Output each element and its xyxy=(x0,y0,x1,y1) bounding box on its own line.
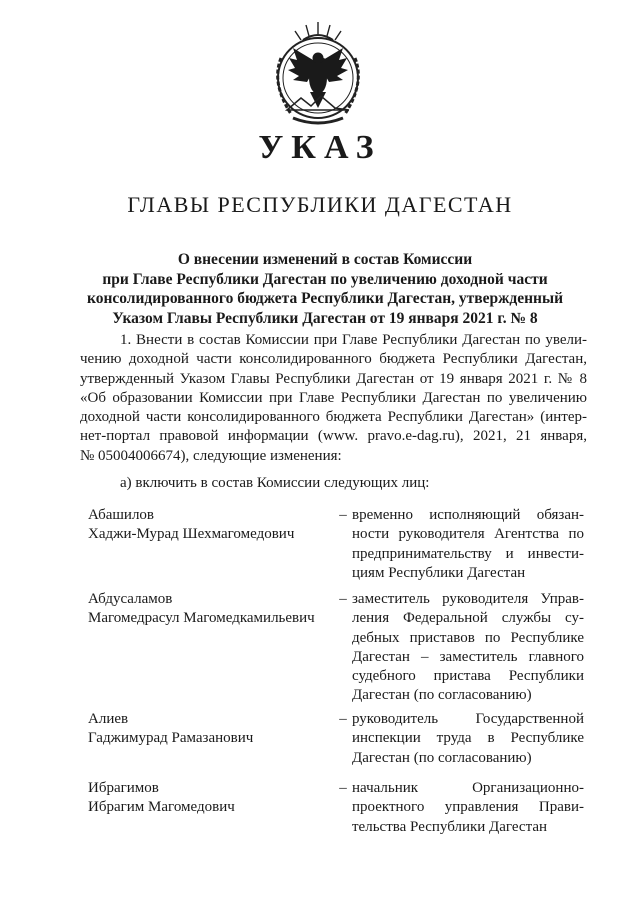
position-line: судебного пристава Республики xyxy=(352,668,584,685)
document-title: УКАЗ xyxy=(258,129,382,166)
dash-separator: – xyxy=(339,780,347,796)
person-name xyxy=(88,710,338,749)
position-line: тельства Республики Дагестан xyxy=(352,818,547,835)
position-line: Дагестан (по согласованию) xyxy=(352,749,532,766)
person-position xyxy=(352,506,584,583)
position-line: предпринимательству и инвести- xyxy=(352,545,584,562)
paragraph-line: нет-портал правовой информации (www. pravo.e-dag.ru), 2021, 21 января, xyxy=(80,428,587,445)
position-line: начальник Организационно- xyxy=(352,780,584,796)
coat-of-arms-emblem xyxy=(263,18,373,130)
person-given-name: Гаджимурад Рамазанович xyxy=(88,730,254,747)
heading-line: консолидированного бюджета Республики Дагестан, утвержденный xyxy=(86,290,564,307)
position-line: ности руководителя Агентства по xyxy=(352,526,584,543)
person-name xyxy=(88,779,338,818)
person-surname: Ибрагимов xyxy=(88,780,159,796)
position-line: заместитель руководителя Управ- xyxy=(352,591,584,607)
position-line: Дагестан – заместитель главного xyxy=(352,648,584,665)
position-line: циям Республики Дагестан xyxy=(352,564,526,581)
position-line: инспекции труда в Республике xyxy=(352,730,584,747)
paragraph-line: № 05004006674), следующие изменения: xyxy=(80,447,342,464)
document-subtitle: ГЛАВЫ РЕСПУБЛИКИ ДАГЕСТАН xyxy=(127,192,513,217)
person-surname: Абдусаламов xyxy=(88,591,173,607)
dash-separator: – xyxy=(339,507,347,523)
dash-separator: – xyxy=(339,591,347,607)
position-line: Дагестан (по согласованию) xyxy=(352,687,532,704)
heading-line: при Главе Республики Дагестан по увеличению доходной части xyxy=(102,270,548,288)
person-position xyxy=(352,710,584,768)
person-surname: Абашилов xyxy=(88,507,155,523)
decree-paragraph-1 xyxy=(80,331,587,466)
person-given-name: Хаджи-Мурад Шехмагомедович xyxy=(88,526,295,543)
eagle-emblem-icon xyxy=(263,18,373,130)
position-line: ления Федеральной службы су- xyxy=(352,610,584,627)
person-surname: Алиев xyxy=(88,711,129,727)
paragraph-line: утвержденный Указом Главы Республики Дагестан от 19 января 2021 г. № 8 xyxy=(80,370,587,387)
heading-line: Указом Главы Республики Дагестан от 19 января 2021 г. № 8 xyxy=(112,309,538,327)
position-line: проектного управления Прави- xyxy=(352,799,584,816)
position-line: руководитель Государственной xyxy=(352,711,584,727)
person-name xyxy=(88,506,338,545)
dash-separator: – xyxy=(339,711,347,727)
position-line: дебных приставов по Республике xyxy=(352,629,584,646)
position-line: временно исполняющий обязан- xyxy=(352,507,584,523)
person-position xyxy=(352,590,584,706)
heading-line: О внесении изменений в состав Комиссии xyxy=(177,251,473,268)
paragraph-line: «Об образовании Комиссии при Главе Республики Дагестан по увеличению xyxy=(80,389,587,406)
person-position xyxy=(352,779,584,837)
person-given-name: Магомедрасул Магомедкамильевич xyxy=(88,610,315,627)
paragraph-line: чению доходной части консолидированного бюджета Республики Дагестан, xyxy=(80,351,587,368)
subpoint-a: а) включить в состав Комиссии следующих лиц: xyxy=(120,475,430,491)
person-name xyxy=(88,590,338,629)
person-given-name: Ибрагим Магомедович xyxy=(88,799,235,816)
paragraph-line: доходной части консолидированного бюджета Республики Дагестан» (интер- xyxy=(80,409,587,426)
decree-heading xyxy=(70,250,580,328)
paragraph-line: 1. Внести в состав Комиссии при Главе Республики Дагестан по увели- xyxy=(120,332,587,348)
